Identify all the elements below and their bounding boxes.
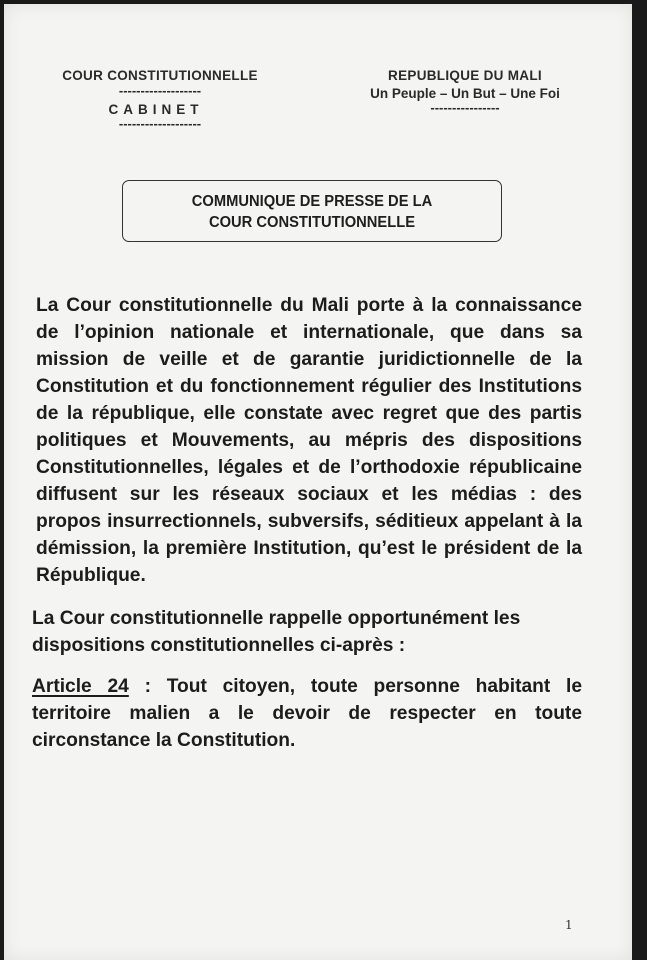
title-line-1: COMMUNIQUE DE PRESSE DE LA (191, 193, 433, 210)
header-right-block (340, 68, 590, 113)
institution-name: COUR CONSTITUTIONNELLE (62, 68, 258, 83)
header-left-block (40, 68, 280, 129)
separator-line: ---------------- (430, 100, 500, 115)
department-name: CABINET (108, 102, 204, 117)
country-name: REPUBLIQUE DU MALI (388, 68, 542, 83)
national-motto: Un Peuple – Un But – Une Foi (370, 86, 560, 101)
article-paragraph (32, 673, 582, 754)
body-paragraph-2: La Cour constitutionnelle rappelle opportunément les dispositions constitutionnelles ci-après : (32, 608, 521, 656)
page-number: 1 (565, 918, 573, 932)
article-text: : Tout citoyen, toute personne habitant le territoire malien a le devoir de respecter en toute circonstance la Constitution. (32, 676, 583, 751)
press-release-title-box (122, 180, 502, 242)
article-label: Article 24 (32, 676, 129, 697)
separator-line: ------------------- (118, 116, 202, 131)
body-paragraph-1: La Cour constitutionnelle du Mali porte à la connaissance de l’opinion nationale et internationale, que dans sa mission de veille et de garantie juridictionnelle de la Constitution et du fonctionnement régulier des Institutions de la république, elle constate avec regret que des partis politiques et Mouvements, au mépris des dispositions Constitutionnelles, légales et de l’orthodoxie républicaine diffusent sur les réseaux sociaux et les médias : des propos insurrectionnels, subversifs, séditieux appelant à la démission, la première Institution, qu’est le président de la République. (36, 295, 582, 586)
title-line-2: COUR CONSTITUTIONNELLE (208, 214, 416, 231)
document-page (4, 4, 632, 960)
document-body (32, 292, 583, 754)
separator-line: ------------------- (118, 83, 202, 98)
